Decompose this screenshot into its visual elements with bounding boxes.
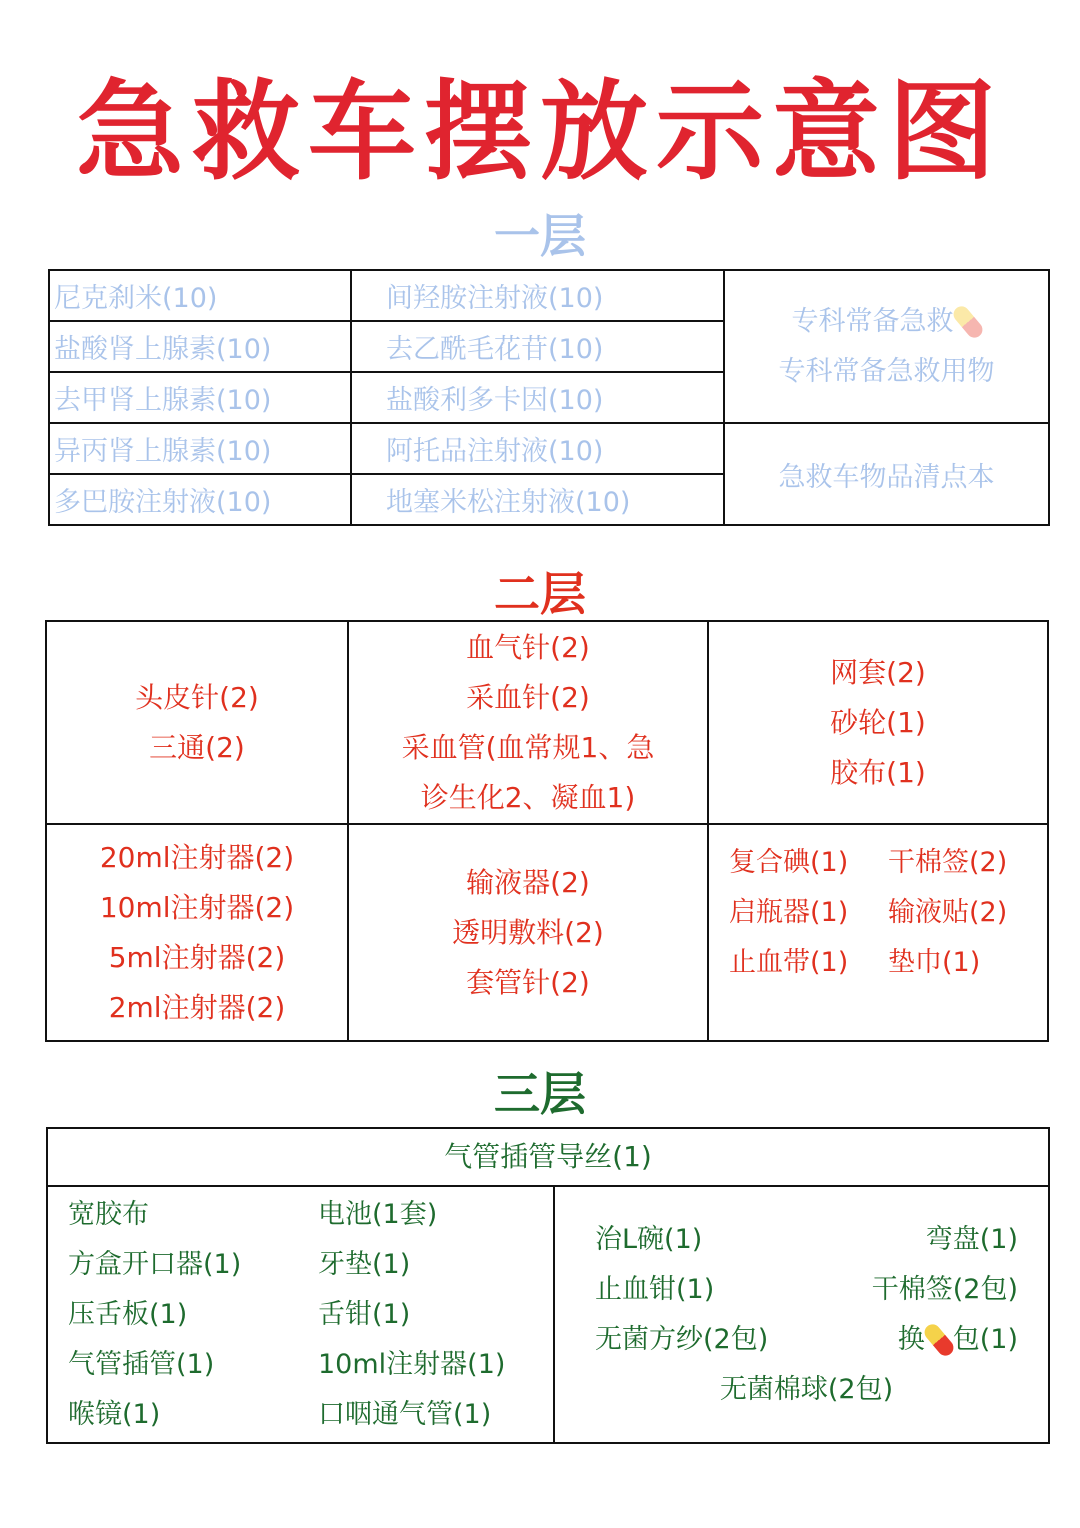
checklist-cell: 急救车物品清点本 — [724, 423, 1049, 525]
item-text: 换 — [897, 1323, 925, 1355]
item: 无菌棉球(2包) — [719, 1373, 894, 1405]
header-cell: 气管插管导丝(1) — [47, 1128, 1049, 1186]
item: 舌钳(1) — [318, 1298, 411, 1330]
cell — [348, 824, 708, 1041]
item: 方盒开口器(1) — [68, 1248, 242, 1280]
item: 止血钳(1) — [595, 1273, 715, 1305]
cell: 去乙酰毛花苷(10) — [351, 321, 724, 372]
page-title: 急救车摆放示意图 — [75, 70, 1004, 195]
cell — [46, 621, 348, 824]
item: 10ml注射器(2) — [99, 890, 295, 924]
cell — [47, 1186, 554, 1443]
item: 网套(2) — [830, 655, 926, 689]
item: 宽胶布 — [68, 1198, 149, 1230]
cell — [348, 621, 708, 824]
item: 5ml注射器(2) — [108, 940, 286, 974]
cell — [46, 824, 348, 1041]
item: 砂轮(1) — [830, 705, 926, 739]
item: 输液贴(2) — [888, 896, 1008, 928]
item: 采血针(2) — [466, 680, 590, 714]
item: 喉镜(1) — [68, 1398, 161, 1430]
layer1-heading: 一层 — [494, 209, 586, 263]
item: 压舌板(1) — [68, 1298, 188, 1330]
item: 血气针(2) — [466, 630, 590, 664]
item-text: 包(1) — [952, 1323, 1018, 1355]
item: 诊生化2、凝血1) — [420, 780, 636, 814]
item: 气管插管(1) — [68, 1348, 215, 1380]
item: 干棉签(2) — [888, 846, 1008, 878]
cell: 盐酸肾上腺素(10) — [49, 321, 351, 372]
cell-text: 专科常备急救 — [791, 305, 954, 337]
item: 套管针(2) — [466, 965, 590, 999]
pill-icon — [950, 303, 985, 341]
layer3-heading: 三层 — [494, 1067, 586, 1121]
item: 三通(2) — [149, 730, 245, 764]
item: 口咽通气管(1) — [318, 1398, 492, 1430]
item: 复合碘(1) — [729, 846, 849, 878]
layer1-table — [48, 269, 1050, 526]
item: 胶布(1) — [830, 755, 926, 789]
cell: 尼克刹米(10) — [49, 270, 351, 321]
item: 启瓶器(1) — [729, 896, 849, 928]
cell — [708, 824, 1048, 1041]
item: 10ml注射器(1) — [318, 1348, 506, 1380]
item: 2ml注射器(2) — [108, 990, 286, 1024]
item: 治L碗(1) — [595, 1223, 703, 1255]
cell — [708, 621, 1048, 824]
item: 20ml注射器(2) — [99, 840, 295, 874]
layer3-table — [46, 1127, 1050, 1444]
cell — [554, 1186, 1049, 1443]
layer2-heading: 二层 — [494, 567, 586, 621]
item — [807, 1315, 1019, 1365]
item: 牙垫(1) — [318, 1248, 411, 1280]
cell: 多巴胺注射液(10) — [49, 474, 351, 525]
item: 输液器(2) — [466, 865, 590, 899]
specialty-cell — [724, 270, 1049, 423]
item: 弯盘(1) — [925, 1223, 1018, 1255]
cell: 异丙肾上腺素(10) — [49, 423, 351, 474]
item: 头皮针(2) — [135, 680, 259, 714]
item: 透明敷料(2) — [452, 915, 604, 949]
item: 无菌方纱(2包) — [595, 1323, 769, 1355]
cell: 地塞米松注射液(10) — [351, 474, 724, 525]
cell-text: 专科常备急救用物 — [778, 355, 995, 387]
cell: 间羟胺注射液(10) — [351, 270, 724, 321]
cell: 去甲肾上腺素(10) — [49, 372, 351, 423]
cell: 盐酸利多卡因(10) — [351, 372, 724, 423]
item: 电池(1套) — [318, 1198, 438, 1230]
item: 采血管(血常规1、急 — [401, 730, 655, 764]
pill-icon — [921, 1321, 956, 1359]
layer2-table — [45, 620, 1049, 1042]
item: 止血带(1) — [729, 946, 849, 978]
cell: 阿托品注射液(10) — [351, 423, 724, 474]
item: 干棉签(2包) — [871, 1273, 1018, 1305]
item: 垫巾(1) — [888, 946, 981, 978]
